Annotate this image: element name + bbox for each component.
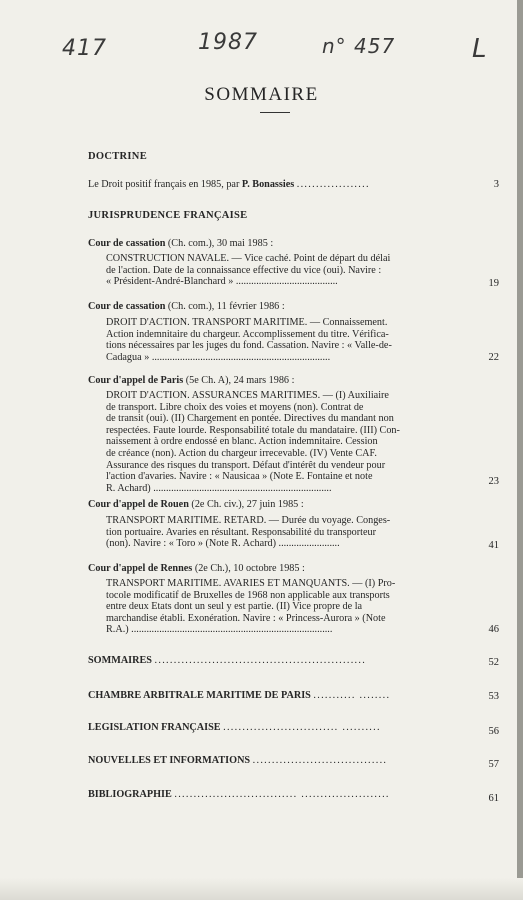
court-entry-summary <box>106 515 496 550</box>
court-name: Cour d'appel de Rennes <box>88 563 193 574</box>
summary-line: Assurance des risques du transport. Défaut d'intérêt du vendeur pour <box>106 459 386 471</box>
toc-section-page: 53 <box>488 691 499 702</box>
summary-line: respectées. Faute lourde. Responsabilité totale du mandataire. (III) Con- <box>106 424 400 436</box>
toc-section-row <box>88 655 478 667</box>
toc-section-page: 61 <box>488 793 499 804</box>
toc-section-label: CHAMBRE ARBITRALE MARITIME DE PARIS <box>88 690 311 701</box>
court-entry-summary <box>106 317 496 363</box>
summary-line: R. Achard) ...................................................................... <box>106 482 332 494</box>
court-entry-summary <box>106 390 496 494</box>
summary-line: Cadagua » ...................................................................... <box>106 351 331 363</box>
page-bottom-shadow <box>0 878 523 900</box>
summary-line: de créance (non). Action du chargeur irrecevable. (IV) Vente CAF. <box>106 447 377 459</box>
toc-section-label: SOMMAIRES <box>88 655 152 666</box>
toc-dots: ....................................................... <box>154 655 367 666</box>
toc-section-row <box>88 690 478 702</box>
summary-line: DROIT D'ACTION. TRANSPORT MARITIME. — Connaissement. <box>106 317 388 328</box>
doctrine-page: 3 <box>493 179 499 190</box>
toc-section-label: BIBLIOGRAPHIE <box>88 789 172 800</box>
summary-line: entre deux Etats dont un seul y est partie. (II) Vice propre de la <box>106 601 363 613</box>
doctrine-entry <box>88 179 478 191</box>
toc-section-row <box>88 755 478 767</box>
entry-page-number: 19 <box>488 278 499 289</box>
summary-line: CONSTRUCTION NAVALE. — Vice caché. Point de départ du délai <box>106 253 391 264</box>
court-details: (2e Ch.), 10 octobre 1985 : <box>194 563 305 574</box>
court-name: Cour d'appel de Paris <box>88 375 184 386</box>
toc-dots: ........... ........ <box>313 690 391 701</box>
entry-page-number: 41 <box>488 540 499 551</box>
court-entry-summary <box>106 578 496 636</box>
page-edge <box>517 0 523 900</box>
summary-line: TRANSPORT MARITIME. RETARD. — Durée du voyage. Conges- <box>106 515 391 526</box>
court-details: (Ch. com.), 11 février 1986 : <box>167 301 285 312</box>
entry-page-number: 22 <box>488 352 499 363</box>
court-entry-heading <box>88 301 285 312</box>
summary-line: « Président-André-Blanchard » ........................................ <box>106 276 338 288</box>
handwritten-note-2: 1987 <box>198 30 258 55</box>
handwritten-note-4: L <box>472 34 488 64</box>
summary-line: (non). Navire : « Toro » (Note R. Achard) ........................ <box>106 538 340 550</box>
toc-section-label: LEGISLATION FRANÇAISE <box>88 722 221 733</box>
jurisprudence-heading: JURISPRUDENCE FRANÇAISE <box>88 210 248 221</box>
doctrine-dots: ................... <box>296 179 370 190</box>
toc-section-page: 57 <box>488 759 499 770</box>
summary-line: de l'action. Date de la connaissance effective du vice (oui). Navire : <box>106 264 382 276</box>
toc-section-page: 56 <box>488 726 499 737</box>
summary-line: TRANSPORT MARITIME. AVARIES ET MANQUANTS. — (I) Pro- <box>106 578 396 589</box>
summary-line: l'action d'avaries. Navire : « Nausicaa » (Note E. Fontaine et note <box>106 471 373 483</box>
court-details: (Ch. com.), 30 mai 1985 : <box>167 238 274 249</box>
toc-section-row <box>88 722 478 734</box>
summary-line: tion portuaire. Avaries en résultant. Responsabilité du transporteur <box>106 526 376 538</box>
court-details: (5e Ch. A), 24 mars 1986 : <box>185 375 295 386</box>
summary-line: de transport. Libre choix des voies et moyens (non). Contrat de <box>106 401 364 413</box>
court-entry-heading <box>88 375 294 386</box>
entry-page-number: 46 <box>488 624 499 635</box>
court-entry-heading <box>88 238 273 249</box>
summary-line: marchandise établi. Exonération. Navire : « Princess-Aurora » (Note <box>106 612 386 624</box>
summary-line: de transit (oui). (II) Chargement en pontée. Directives du mandant non <box>106 413 394 425</box>
toc-dots: ................................ ....................... <box>174 789 390 800</box>
summary-line: tocole modificatif de Bruxelles de 1968 non applicable aux transports <box>106 589 390 601</box>
title-rule <box>260 112 290 113</box>
doctrine-heading: DOCTRINE <box>88 151 147 162</box>
court-name: Cour de cassation <box>88 238 166 249</box>
summary-line: R.A.) ............................................................................... <box>106 624 333 636</box>
summary-line: naissement à ordre endossé en blanc. Action indemnitaire. Cession <box>106 436 378 448</box>
toc-dots: ................................... <box>252 755 388 766</box>
doctrine-text: Le Droit positif français en 1985, par <box>88 179 240 190</box>
court-entry-heading <box>88 499 304 510</box>
toc-section-row <box>88 789 478 801</box>
summary-line: tions nécessaires par les juges du fond. Cassation. Navire : « Valle-de- <box>106 340 392 352</box>
toc-section-page: 52 <box>488 657 499 668</box>
court-entry-heading <box>88 563 305 574</box>
court-name: Cour de cassation <box>88 301 166 312</box>
court-entry-summary <box>106 253 496 288</box>
handwritten-note-1: 417 <box>62 36 107 61</box>
court-details: (2e Ch. civ.), 27 juin 1985 : <box>191 499 304 510</box>
toc-dots: .............................. .......... <box>223 722 381 733</box>
summary-line: DROIT D'ACTION. ASSURANCES MARITIMES. — (I) Auxiliaire <box>106 390 389 401</box>
toc-section-label: NOUVELLES ET INFORMATIONS <box>88 755 251 766</box>
summary-line: Action indemnitaire du chargeur. Accomplissement du titre. Vérifica- <box>106 328 389 340</box>
doctrine-author: P. Bonassies <box>241 179 295 190</box>
page-title: SOMMAIRE <box>204 84 319 105</box>
handwritten-note-3: n° 457 <box>322 34 396 58</box>
entry-page-number: 23 <box>488 476 499 487</box>
court-name: Cour d'appel de Rouen <box>88 499 189 510</box>
